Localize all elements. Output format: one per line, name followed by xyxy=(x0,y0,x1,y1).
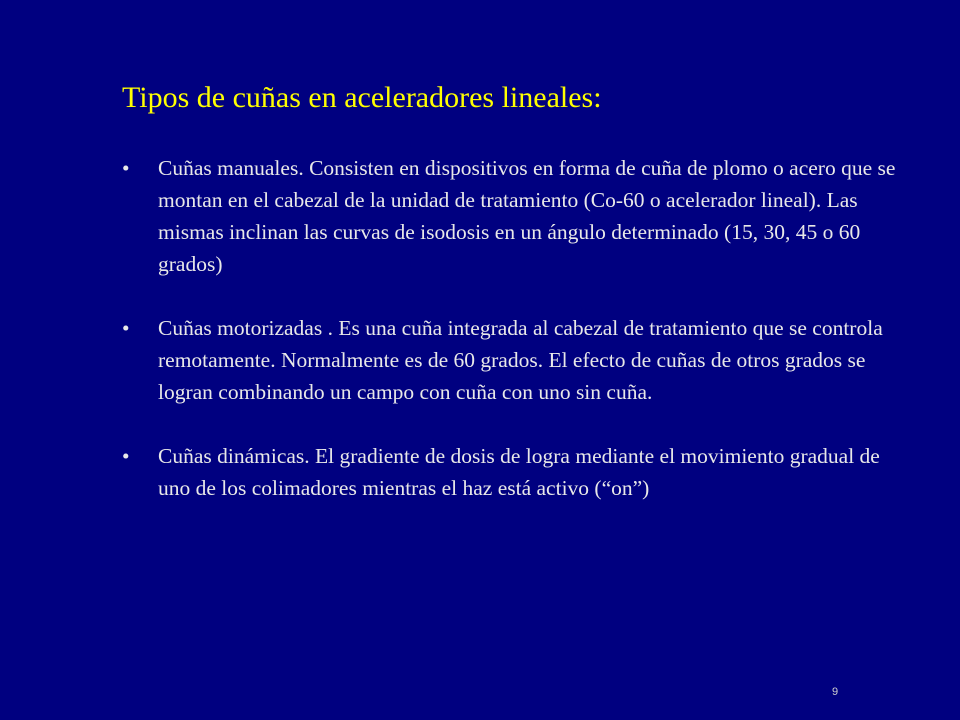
bullet-item-dynamic-wedges xyxy=(122,440,902,504)
bullet-marker: • xyxy=(122,444,130,468)
bullet-marker: • xyxy=(122,156,130,180)
bullet-item-manual-wedges xyxy=(122,152,902,280)
bullet-text: Cuñas dinámicas. El gradiente de dosis de logra mediante el movimiento gradual de uno de los colimadores mientras el haz está activo (“on”) xyxy=(158,444,880,500)
bullet-marker: • xyxy=(122,316,130,340)
slide-title: Tipos de cuñas en aceleradores lineales: xyxy=(122,81,602,114)
page-number: 9 xyxy=(831,686,839,698)
bullet-item-motorized-wedges xyxy=(122,312,902,408)
bullet-list xyxy=(122,152,902,504)
bullet-text: Cuñas motorizadas . Es una cuña integrada al cabezal de tratamiento que se controla remotamente. Normalmente es de 60 grados. El efecto de cuñas de otros grados se logran combinando un campo con cuña con uno sin cuña. xyxy=(158,316,883,404)
bullet-text: Cuñas manuales. Consisten en dispositivos en forma de cuña de plomo o acero que se montan en el cabezal de la unidad de tratamiento (Co-60 o acelerador lineal). Las mismas inclinan las curvas de isodosis en un ángulo determinado (15, 30, 45 o 60 grados) xyxy=(158,156,896,276)
